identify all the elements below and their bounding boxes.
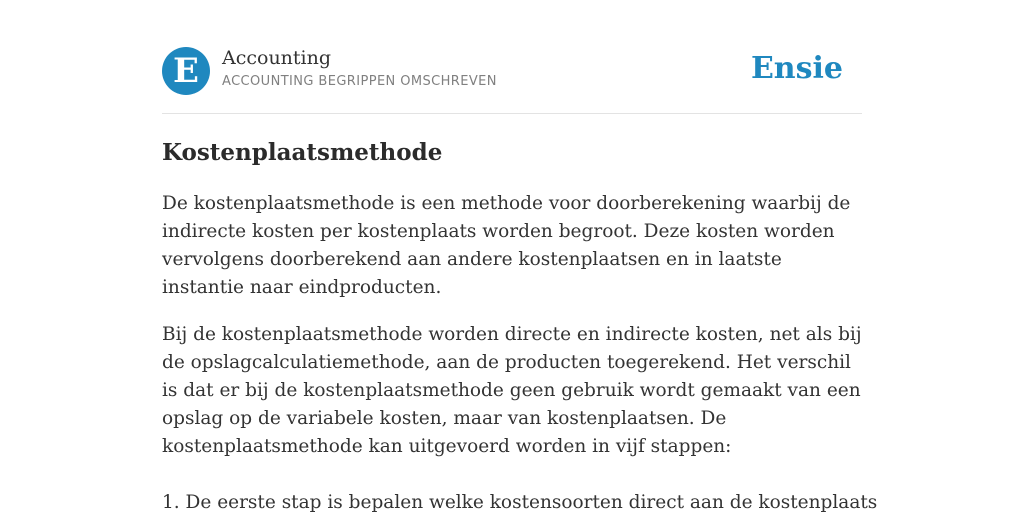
site-subtitle: ACCOUNTING BEGRIPPEN OMSCHREVEN <box>222 74 497 89</box>
site-header <box>162 0 862 114</box>
list-item: 1. De eerste stap is bepalen welke kostensoorten direct aan de kostenplaats <box>162 492 878 512</box>
page <box>162 0 878 512</box>
article-title: Kostenplaatsmethode <box>162 139 443 166</box>
site-logo[interactable]: E <box>162 47 210 95</box>
site-title[interactable]: Accounting <box>222 47 332 69</box>
brand-logo[interactable]: Ensie <box>750 51 843 86</box>
article-paragraph: De kostenplaatsmethode is een methode voor doorberekening waarbij de indirecte kosten per kostenplaats worden begroot. Deze kosten worden vervolgens doorberekend aan andere kostenplaatsen en in laatste instantie naar eindproducten. <box>162 193 851 298</box>
article-paragraph: Bij de kostenplaatsmethode worden directe en indirecte kosten, net als bij de opslagcalculatiemethode, aan de producten toegerekend. Het verschil is dat er bij de kostenplaatsmethode geen gebruik wordt gemaakt van een opslag op de variabele kosten, maar van kostenplaatsen. De kostenplaatsmethode kan uitgevoerd worden in vijf stappen: <box>162 324 862 457</box>
